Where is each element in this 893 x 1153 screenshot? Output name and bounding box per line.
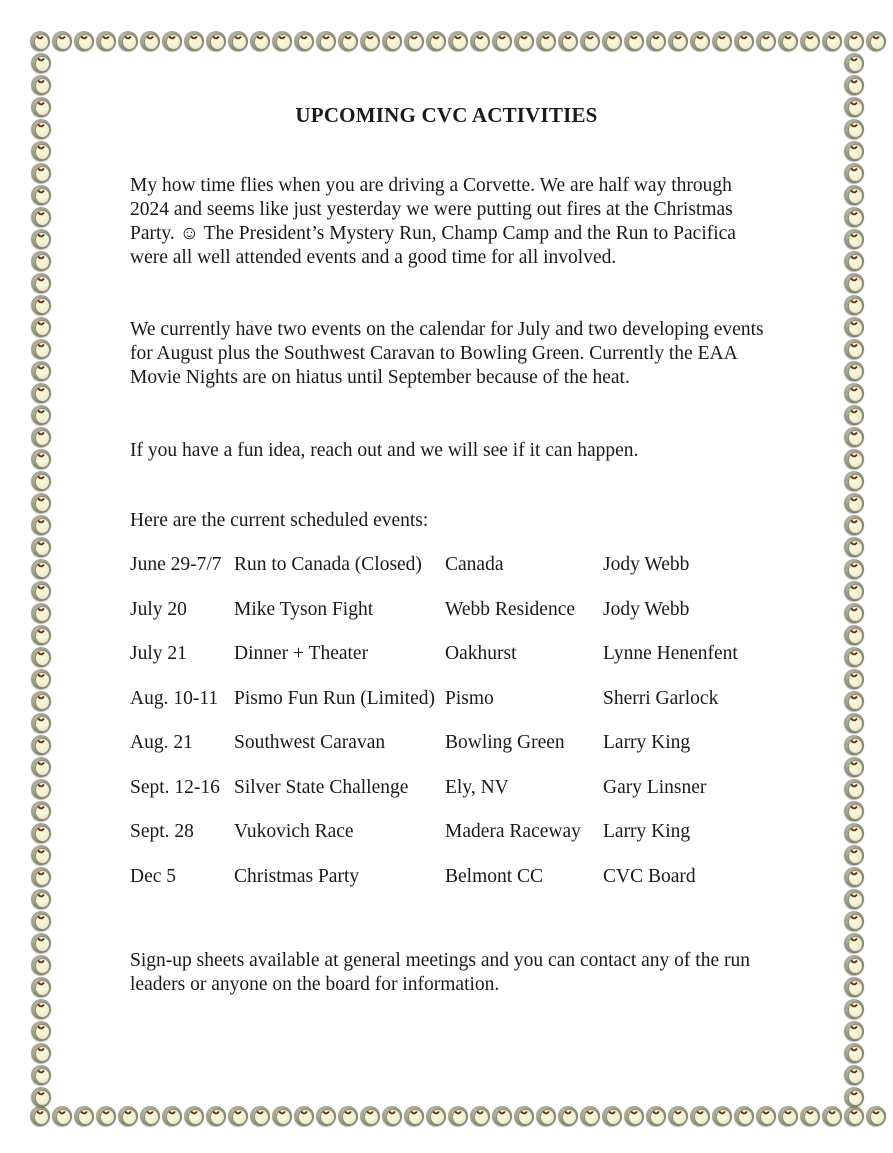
clock-icon xyxy=(733,1105,755,1127)
event-row xyxy=(130,598,790,643)
clock-icon xyxy=(30,228,52,250)
event-schedule-list xyxy=(130,553,790,909)
clock-icon xyxy=(30,1064,52,1086)
event-date: Aug. 10-11 xyxy=(130,687,219,709)
clock-icon xyxy=(843,184,865,206)
event-row xyxy=(130,776,790,821)
clock-icon xyxy=(403,30,425,52)
clock-icon xyxy=(30,756,52,778)
clock-icon xyxy=(30,426,52,448)
clock-icon xyxy=(30,1020,52,1042)
event-date: Aug. 21 xyxy=(130,732,193,753)
clock-icon xyxy=(843,360,865,382)
clock-icon xyxy=(30,976,52,998)
smiley-face-icon: ☺ xyxy=(179,222,200,244)
clock-icon xyxy=(645,1105,667,1127)
clock-icon xyxy=(30,602,52,624)
clock-icon xyxy=(30,404,52,426)
clock-icon xyxy=(30,954,52,976)
clock-icon xyxy=(843,954,865,976)
clock-icon xyxy=(843,1020,865,1042)
clock-icon xyxy=(777,1105,799,1127)
event-leader: Lynne Henenfent xyxy=(603,643,738,664)
clock-icon xyxy=(30,52,52,74)
clock-icon xyxy=(821,30,843,52)
clock-icon xyxy=(30,888,52,910)
clock-icon xyxy=(30,470,52,492)
clock-icon xyxy=(843,1042,865,1064)
clock-icon xyxy=(30,668,52,690)
clock-icon xyxy=(535,30,557,52)
clock-icon xyxy=(557,30,579,52)
clock-icon xyxy=(95,1105,117,1127)
clock-icon xyxy=(30,338,52,360)
clock-icon xyxy=(535,1105,557,1127)
paragraph-signup-info: Sign-up sheets available at general meetings and you can contact any of the run leaders or anyone on the board for information. xyxy=(130,949,750,995)
event-location: Belmont CC xyxy=(445,865,544,887)
paragraph-schedule-lead-in: Here are the current scheduled events: xyxy=(130,509,429,531)
event-location: Webb Residence xyxy=(445,598,576,620)
clock-icon xyxy=(843,426,865,448)
clock-icon xyxy=(667,30,689,52)
clock-icon xyxy=(249,1105,271,1127)
clock-icon xyxy=(843,668,865,690)
event-row xyxy=(130,731,790,776)
clock-icon xyxy=(689,1105,711,1127)
clock-icon xyxy=(117,1105,139,1127)
event-date: Sept. 28 xyxy=(130,821,194,842)
event-row xyxy=(130,820,790,865)
event-location: Ely, NV xyxy=(445,776,509,798)
clock-icon xyxy=(579,1105,601,1127)
clock-icon xyxy=(557,1105,579,1127)
clock-icon xyxy=(403,1105,425,1127)
clock-icon xyxy=(469,30,491,52)
event-location: Madera Raceway xyxy=(445,821,581,842)
clock-icon xyxy=(843,976,865,998)
clock-icon xyxy=(843,492,865,514)
clock-icon xyxy=(843,228,865,250)
clock-icon xyxy=(30,580,52,602)
event-leader: Sherri Garlock xyxy=(603,687,719,709)
clock-icon xyxy=(30,206,52,228)
event-location: Bowling Green xyxy=(445,732,565,753)
clock-icon xyxy=(843,624,865,646)
clock-icon xyxy=(513,30,535,52)
clock-icon xyxy=(161,1105,183,1127)
event-name: Southwest Caravan xyxy=(234,732,386,753)
clock-icon xyxy=(337,1105,359,1127)
clock-icon xyxy=(843,778,865,800)
clock-icon xyxy=(843,822,865,844)
clock-icon xyxy=(381,30,403,52)
clock-icon xyxy=(30,96,52,118)
border-left-strip xyxy=(30,52,52,1108)
clock-icon xyxy=(30,162,52,184)
clock-icon xyxy=(843,404,865,426)
clock-icon xyxy=(30,272,52,294)
clock-icon xyxy=(843,118,865,140)
clock-icon xyxy=(249,30,271,52)
clock-icon xyxy=(30,822,52,844)
clock-icon xyxy=(183,1105,205,1127)
clock-icon xyxy=(30,844,52,866)
event-name: Dinner + Theater xyxy=(234,643,369,664)
clock-icon xyxy=(425,1105,447,1127)
event-date: Sept. 12-16 xyxy=(130,776,220,798)
event-row xyxy=(130,642,790,687)
event-name: Silver State Challenge xyxy=(234,776,409,798)
clock-icon xyxy=(843,844,865,866)
clock-icon xyxy=(30,910,52,932)
clock-icon xyxy=(95,30,117,52)
page-title: UPCOMING CVC ACTIVITIES xyxy=(295,103,598,127)
clock-icon xyxy=(777,30,799,52)
clock-icon xyxy=(29,30,51,52)
clock-icon xyxy=(139,1105,161,1127)
clock-icon xyxy=(30,778,52,800)
clock-icon xyxy=(30,734,52,756)
clock-icon xyxy=(843,734,865,756)
border-right-strip xyxy=(843,52,865,1108)
clock-icon xyxy=(843,96,865,118)
clock-icon xyxy=(30,514,52,536)
event-name: Mike Tyson Fight xyxy=(234,598,374,620)
event-date: June 29-7/7 xyxy=(130,554,222,575)
clock-icon xyxy=(381,1105,403,1127)
clock-icon xyxy=(227,30,249,52)
clock-icon xyxy=(843,30,865,52)
clock-icon xyxy=(425,30,447,52)
clock-icon xyxy=(843,272,865,294)
clock-icon xyxy=(51,30,73,52)
clock-icon xyxy=(843,536,865,558)
event-leader: CVC Board xyxy=(603,865,696,887)
clock-icon xyxy=(843,316,865,338)
clock-icon xyxy=(491,30,513,52)
clock-icon xyxy=(29,1105,51,1127)
event-location: Canada xyxy=(445,554,504,575)
border-top-strip xyxy=(29,30,887,52)
clock-icon xyxy=(843,140,865,162)
clock-icon xyxy=(843,206,865,228)
clock-icon xyxy=(843,800,865,822)
paragraph-events-status: We currently have two events on the calendar for July and two developing events for August plus the Southwest Caravan to Bowling Green. Currently the EAA Movie Nights are on hiatus until September because of the heat. xyxy=(130,318,764,388)
clock-icon xyxy=(73,1105,95,1127)
clock-icon xyxy=(30,800,52,822)
clock-icon xyxy=(843,74,865,96)
clock-icon xyxy=(271,30,293,52)
event-row xyxy=(130,687,790,732)
clock-icon xyxy=(689,30,711,52)
clock-icon xyxy=(601,30,623,52)
event-leader: Larry King xyxy=(603,732,691,753)
clock-icon xyxy=(315,30,337,52)
clock-icon xyxy=(30,118,52,140)
clock-icon xyxy=(30,1086,52,1108)
clock-icon xyxy=(51,1105,73,1127)
clock-icon xyxy=(579,30,601,52)
event-row xyxy=(130,865,790,910)
clock-icon xyxy=(30,74,52,96)
event-name: Run to Canada (Closed) xyxy=(234,554,422,575)
clock-icon xyxy=(513,1105,535,1127)
clock-icon xyxy=(733,30,755,52)
clock-icon xyxy=(843,646,865,668)
event-date: July 20 xyxy=(130,598,187,620)
clock-icon xyxy=(843,294,865,316)
clock-icon xyxy=(799,30,821,52)
clock-icon xyxy=(843,162,865,184)
clock-icon xyxy=(161,30,183,52)
clock-icon xyxy=(117,30,139,52)
clock-icon xyxy=(30,448,52,470)
clock-icon xyxy=(337,30,359,52)
event-leader: Gary Linsner xyxy=(603,776,707,798)
clock-icon xyxy=(293,1105,315,1127)
clock-icon xyxy=(447,1105,469,1127)
clock-icon xyxy=(865,30,887,52)
paragraph-intro xyxy=(130,174,770,270)
clock-icon xyxy=(205,1105,227,1127)
clock-icon xyxy=(30,360,52,382)
clock-icon xyxy=(799,1105,821,1127)
clock-icon xyxy=(447,30,469,52)
clock-icon xyxy=(755,30,777,52)
clock-icon xyxy=(843,866,865,888)
event-name: Vukovich Race xyxy=(234,821,354,842)
event-location: Oakhurst xyxy=(445,643,517,664)
clock-icon xyxy=(711,30,733,52)
event-location: Pismo xyxy=(445,687,494,709)
clock-icon xyxy=(843,712,865,734)
clock-icon xyxy=(73,30,95,52)
clock-icon xyxy=(30,184,52,206)
clock-icon xyxy=(645,30,667,52)
clock-icon xyxy=(30,690,52,712)
clock-icon xyxy=(843,602,865,624)
intro-text-before-smiley: My how time flies when you are driving a Corvette. We are half way through 2024 and seems like just yesterday we were putting out fires at the Christmas Party. xyxy=(130,174,733,244)
clock-icon xyxy=(30,250,52,272)
event-leader: Larry King xyxy=(603,821,691,842)
clock-icon xyxy=(843,250,865,272)
clock-icon xyxy=(293,30,315,52)
clock-icon xyxy=(843,756,865,778)
clock-icon xyxy=(843,932,865,954)
clock-icon xyxy=(30,558,52,580)
event-date: July 21 xyxy=(130,643,187,664)
clock-icon xyxy=(359,30,381,52)
clock-icon xyxy=(30,492,52,514)
clock-icon xyxy=(843,448,865,470)
clock-icon xyxy=(315,1105,337,1127)
border-bottom-strip xyxy=(29,1105,887,1127)
clock-icon xyxy=(227,1105,249,1127)
clock-icon xyxy=(30,932,52,954)
clock-icon xyxy=(30,998,52,1020)
clock-icon xyxy=(623,1105,645,1127)
clock-icon xyxy=(205,30,227,52)
clock-icon xyxy=(843,690,865,712)
event-leader: Jody Webb xyxy=(603,554,690,575)
clock-icon xyxy=(30,316,52,338)
event-leader: Jody Webb xyxy=(603,598,690,620)
clock-icon xyxy=(491,1105,513,1127)
clock-icon xyxy=(667,1105,689,1127)
clock-icon xyxy=(30,294,52,316)
clock-icon xyxy=(843,580,865,602)
event-name: Pismo Fun Run (Limited) xyxy=(234,687,435,709)
event-row xyxy=(130,553,790,598)
event-name: Christmas Party xyxy=(234,865,360,887)
clock-icon xyxy=(183,30,205,52)
clock-icon xyxy=(843,52,865,74)
clock-icon xyxy=(843,382,865,404)
clock-icon xyxy=(30,382,52,404)
clock-icon xyxy=(30,1042,52,1064)
clock-icon xyxy=(711,1105,733,1127)
intro-text-after-smiley: The President’s Mystery Run, Champ Camp and the Run to Pacifica were all well attended events and a good time for all involved. xyxy=(130,222,736,268)
clock-icon xyxy=(843,910,865,932)
clock-icon xyxy=(821,1105,843,1127)
clock-icon xyxy=(843,1064,865,1086)
clock-icon xyxy=(843,558,865,580)
clock-icon xyxy=(359,1105,381,1127)
clock-icon xyxy=(30,712,52,734)
clock-icon xyxy=(843,1105,865,1127)
clock-icon xyxy=(30,866,52,888)
clock-icon xyxy=(843,470,865,492)
clock-icon xyxy=(30,624,52,646)
clock-icon xyxy=(843,338,865,360)
clock-icon xyxy=(623,30,645,52)
clock-icon xyxy=(30,140,52,162)
clock-icon xyxy=(843,888,865,910)
clock-icon xyxy=(30,536,52,558)
clock-icon xyxy=(30,646,52,668)
clock-icon xyxy=(865,1105,887,1127)
clock-icon xyxy=(139,30,161,52)
clock-icon xyxy=(843,514,865,536)
clock-icon xyxy=(843,998,865,1020)
event-date: Dec 5 xyxy=(130,865,177,887)
clock-icon xyxy=(601,1105,623,1127)
clock-icon xyxy=(469,1105,491,1127)
clock-icon xyxy=(271,1105,293,1127)
clock-icon xyxy=(755,1105,777,1127)
paragraph-fun-idea: If you have a fun idea, reach out and we will see if it can happen. xyxy=(130,439,639,461)
clock-icon xyxy=(843,1086,865,1108)
